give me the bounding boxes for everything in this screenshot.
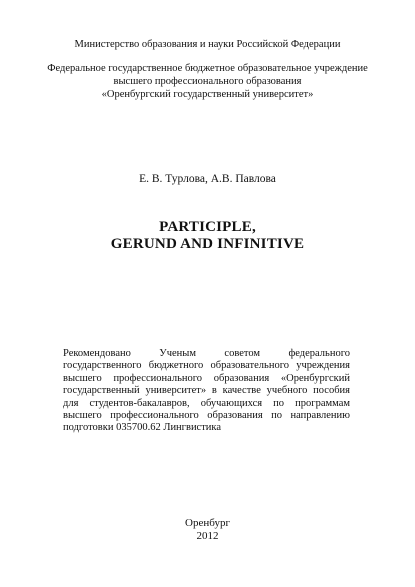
book-title bbox=[0, 219, 415, 253]
institution-line: «Оренбургский государственный университет» bbox=[101, 89, 314, 100]
imprint bbox=[0, 517, 415, 543]
imprint-city: Оренбург bbox=[185, 517, 230, 529]
institution-line: высшего профессионального образования bbox=[113, 76, 302, 87]
institution-line: Федеральное государственное бюджетное образовательное учреждение bbox=[47, 63, 368, 74]
title-line: PARTICIPLE, bbox=[159, 219, 256, 235]
institution-block bbox=[0, 62, 415, 101]
authors: Е. В. Турлова, А.В. Павлова bbox=[139, 173, 276, 185]
imprint-year: 2012 bbox=[196, 530, 219, 542]
ministry-name: Министерство образования и науки Российской Федерации bbox=[74, 39, 341, 50]
recommendation-text: Рекомендовано Ученым советом федерального государственного бюджетного образовательного учреждения высшего профессионального образования «Оренбургский государственный университет» в качестве учебного пособия для студентов-бакалавров, обучающихся по программам высшего профессионального образования по направлению подготовки 035700.62 Лингвистика bbox=[63, 348, 350, 434]
title-line: GERUND AND INFINITIVE bbox=[110, 236, 305, 252]
